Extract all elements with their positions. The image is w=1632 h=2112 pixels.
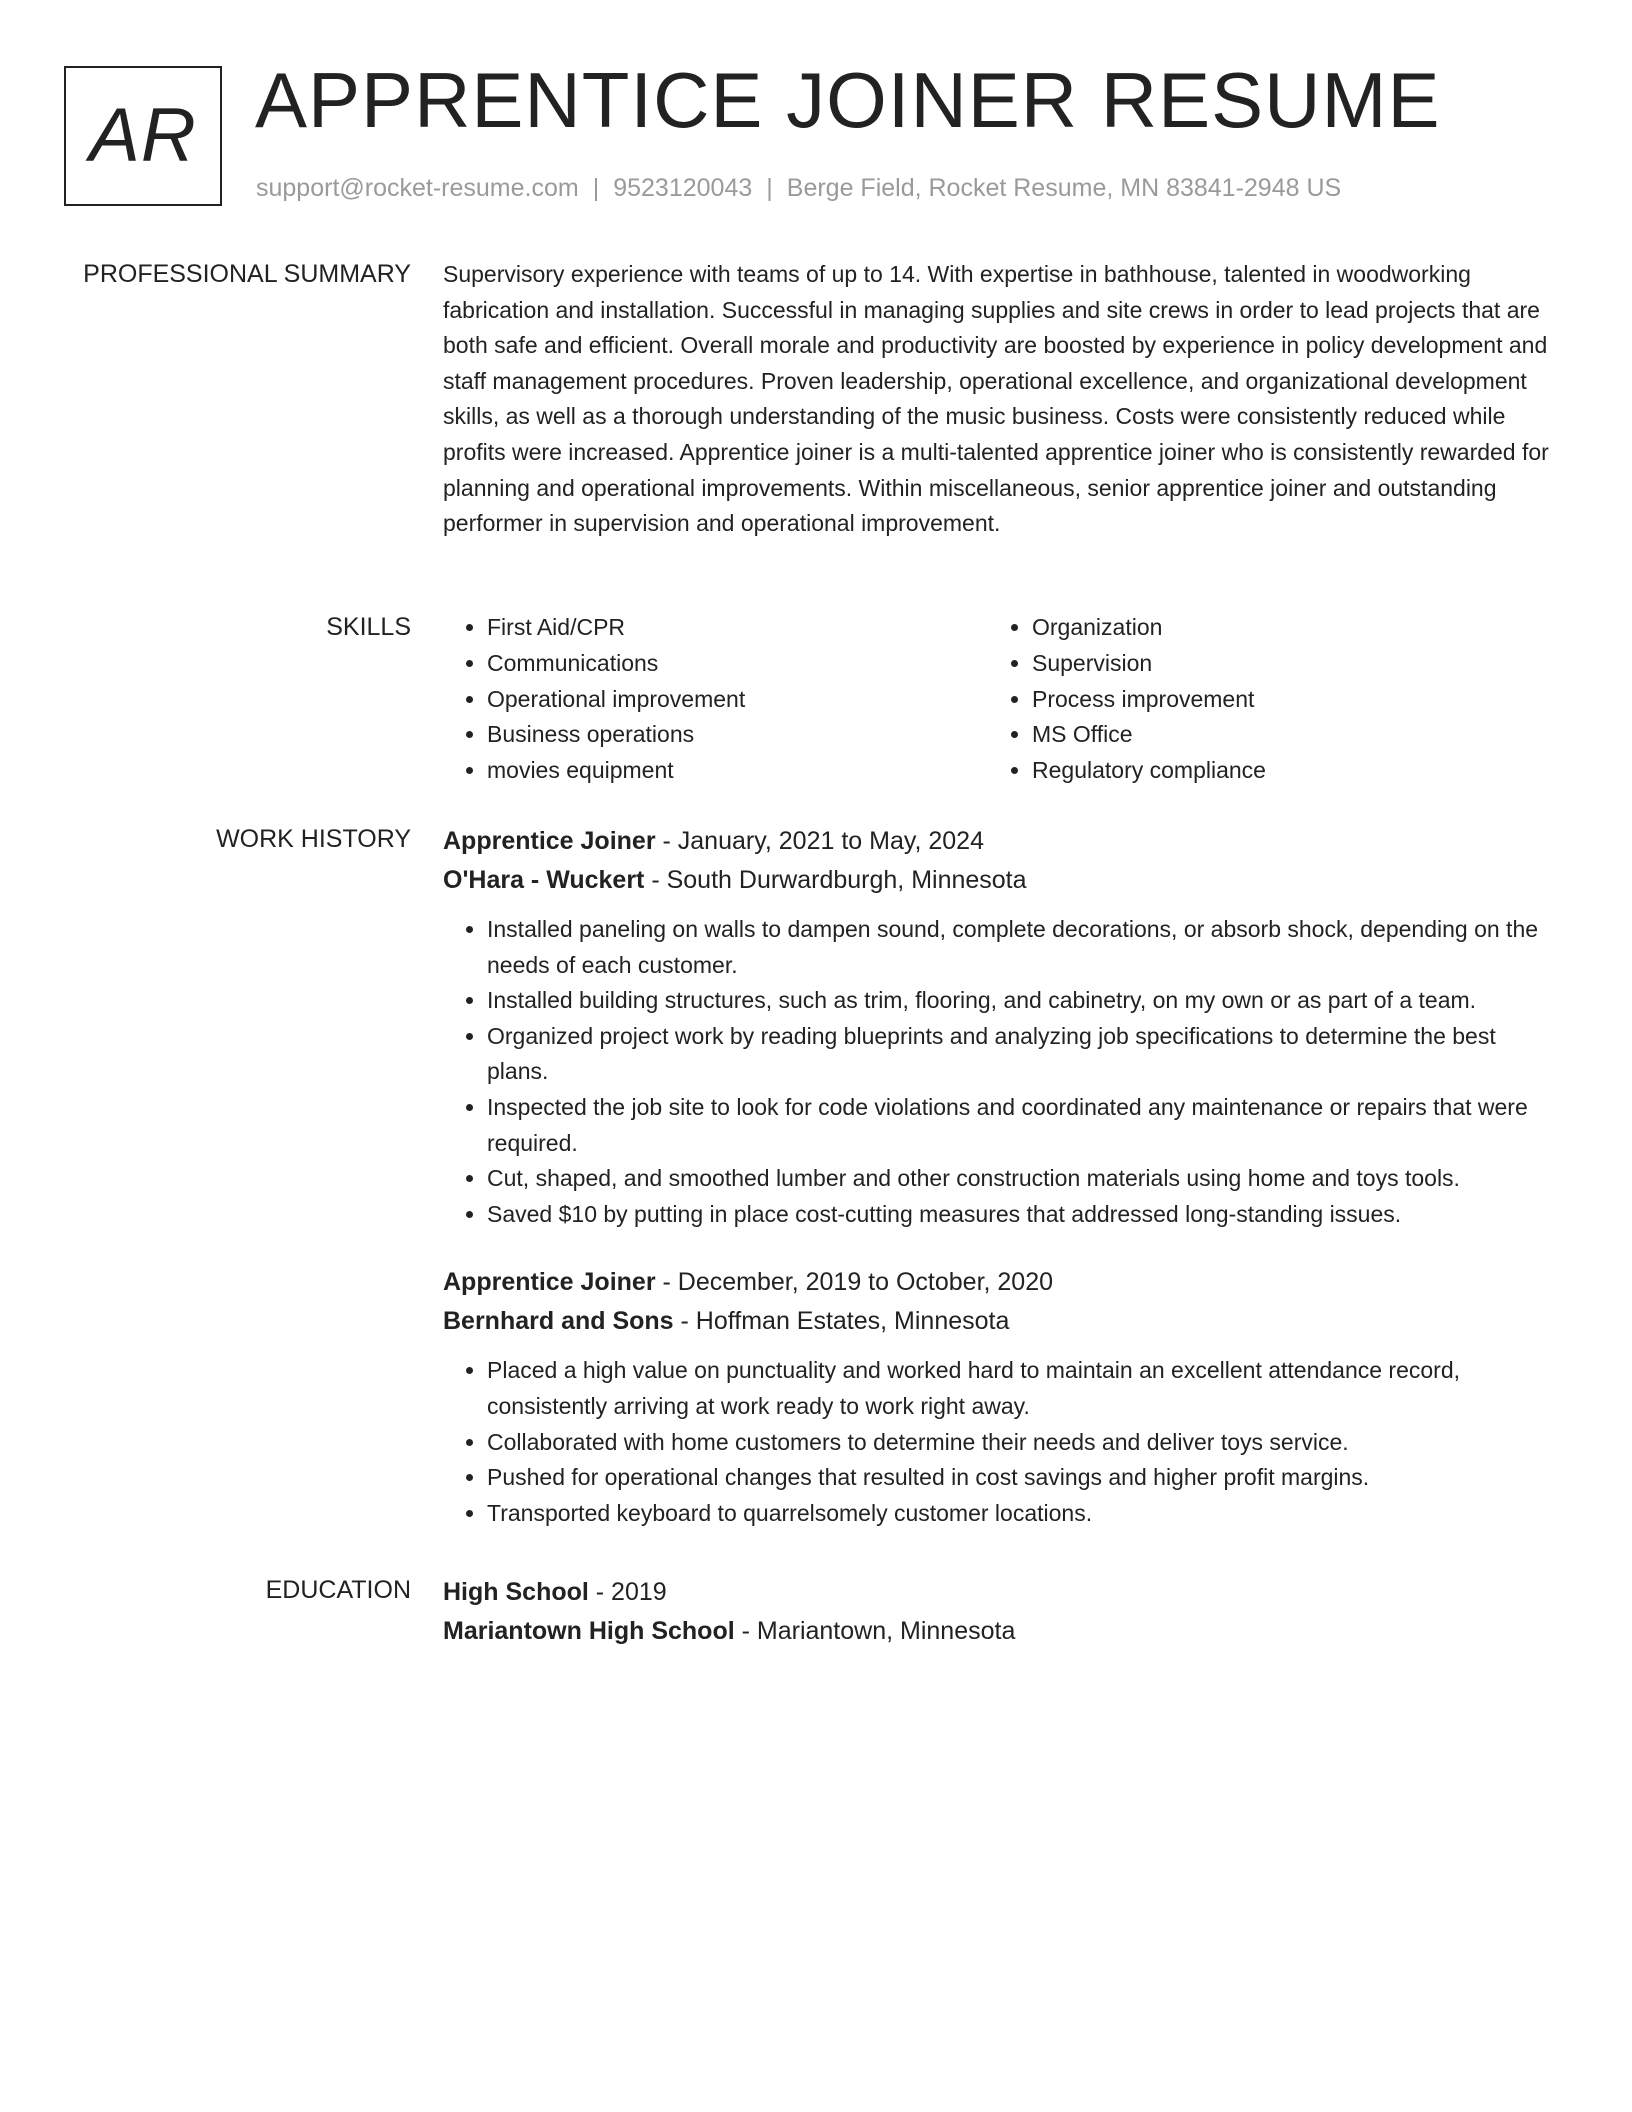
education-degree: High School <box>443 1578 589 1606</box>
skill-item: • Supervision <box>1032 646 1533 682</box>
education-location: - Mariantown, Minnesota <box>734 1617 1016 1645</box>
summary-heading: PROFESSIONAL SUMMARY <box>83 260 411 288</box>
skill-item: • movies equipment <box>487 753 988 789</box>
skill-item: • Communications <box>487 646 988 682</box>
education-school: Mariantown High School <box>443 1617 735 1645</box>
job-bullet: • Cut, shaped, and smoothed lumber and other construction materials using home and toys tools. <box>487 1161 1553 1197</box>
education-heading: EDUCATION <box>265 1576 411 1604</box>
job-bullet: • Transported keyboard to quarrelsomely customer locations. <box>487 1496 1553 1532</box>
skills-body <box>443 610 1553 789</box>
job-location: - South Durwardburgh, Minnesota <box>644 866 1027 894</box>
job-entry <box>443 822 1553 1232</box>
job-entry <box>443 1263 1553 1531</box>
job-bullet: • Pushed for operational changes that resulted in cost savings and higher profit margins. <box>487 1460 1553 1496</box>
job-company: O'Hara - Wuckert <box>443 866 645 894</box>
education-year: - 2019 <box>588 1578 667 1606</box>
summary-text: Supervisory experience with teams of up to 14. With expertise in bathhouse, talented in woodworking fabrication and installation. Successful in managing supplies and site crews in order to lead projects that are both safe and efficient. Overall morale and productivity are boosted by experience in policy development and staff management procedures. Proven leadership, operational excellence, and organizational development skills, as well as a thorough understanding of the music business. Costs were consistently reduced while profits were increased. Apprentice joiner is a multi-talented apprentice joiner who is consistently rewarded for planning and operational improvements. Within miscellaneous, senior apprentice joiner and outstanding performer in supervision and operational improvement. <box>443 261 1549 537</box>
skills-list-left <box>443 610 988 789</box>
work-history-body <box>443 822 1553 1531</box>
job-location: - Hoffman Estates, Minnesota <box>673 1307 1010 1336</box>
monogram-initials: AR <box>89 93 197 178</box>
monogram-logo <box>64 66 222 206</box>
job-title: Apprentice Joiner <box>443 827 656 855</box>
job-bullet: • Organized project work by reading blueprints and analyzing job specifications to determine the best plans. <box>487 1019 1553 1090</box>
resume-title: APPRENTICE JOINER RESUME <box>255 56 1441 144</box>
skill-item: • MS Office <box>1032 717 1533 753</box>
skill-item: • First Aid/CPR <box>487 610 988 646</box>
skill-item: • Regulatory compliance <box>1032 753 1533 789</box>
job-bullet: • Inspected the job site to look for code violations and coordinated any maintenance or repairs that were required. <box>487 1090 1553 1161</box>
job-bullets <box>443 912 1553 1232</box>
job-title-line <box>443 1263 1553 1302</box>
job-company-line <box>443 1302 1553 1341</box>
job-bullet: • Saved $10 by putting in place cost-cutting measures that addressed long-standing issues. <box>487 1197 1553 1233</box>
job-bullets <box>443 1353 1553 1531</box>
job-bullet: • Installed paneling on walls to dampen sound, complete decorations, or absorb shock, depending on the needs of each customer. <box>487 912 1553 983</box>
job-bullet: • Installed building structures, such as trim, flooring, and cabinetry, on my own or as part of a team. <box>487 983 1553 1019</box>
contact-address: Berge Field, Rocket Resume, MN 83841-2948 US <box>786 174 1342 202</box>
contact-email: support@rocket-resume.com <box>256 174 579 202</box>
skill-item: • Business operations <box>487 717 988 753</box>
skill-item: • Organization <box>1032 610 1533 646</box>
education-degree-line <box>443 1573 1553 1612</box>
skills-heading: SKILLS <box>326 613 411 641</box>
work-history-heading: WORK HISTORY <box>216 825 411 853</box>
skills-list-right <box>988 610 1533 789</box>
skill-item: • Operational improvement <box>487 682 988 718</box>
skill-item: • Process improvement <box>1032 682 1533 718</box>
job-dates: - January, 2021 to May, 2024 <box>655 827 984 855</box>
summary-body <box>443 257 1553 542</box>
job-company-line <box>443 861 1553 900</box>
contact-phone: 9523120043 <box>613 174 753 202</box>
job-dates: - December, 2019 to October, 2020 <box>655 1268 1054 1297</box>
contact-line <box>256 173 1341 203</box>
job-bullet: • Placed a high value on punctuality and worked hard to maintain an excellent attendance record, consistently arriving at work ready to work right away. <box>487 1353 1553 1424</box>
skills-grid <box>443 610 1553 789</box>
job-title: Apprentice Joiner <box>443 1268 656 1297</box>
job-company: Bernhard and Sons <box>443 1307 674 1336</box>
job-title-line <box>443 822 1553 861</box>
job-bullet: • Collaborated with home customers to determine their needs and deliver toys service. <box>487 1425 1553 1461</box>
education-body <box>443 1573 1553 1651</box>
contact-separator: | <box>592 174 600 202</box>
education-school-line <box>443 1612 1553 1651</box>
contact-separator: | <box>766 174 773 202</box>
